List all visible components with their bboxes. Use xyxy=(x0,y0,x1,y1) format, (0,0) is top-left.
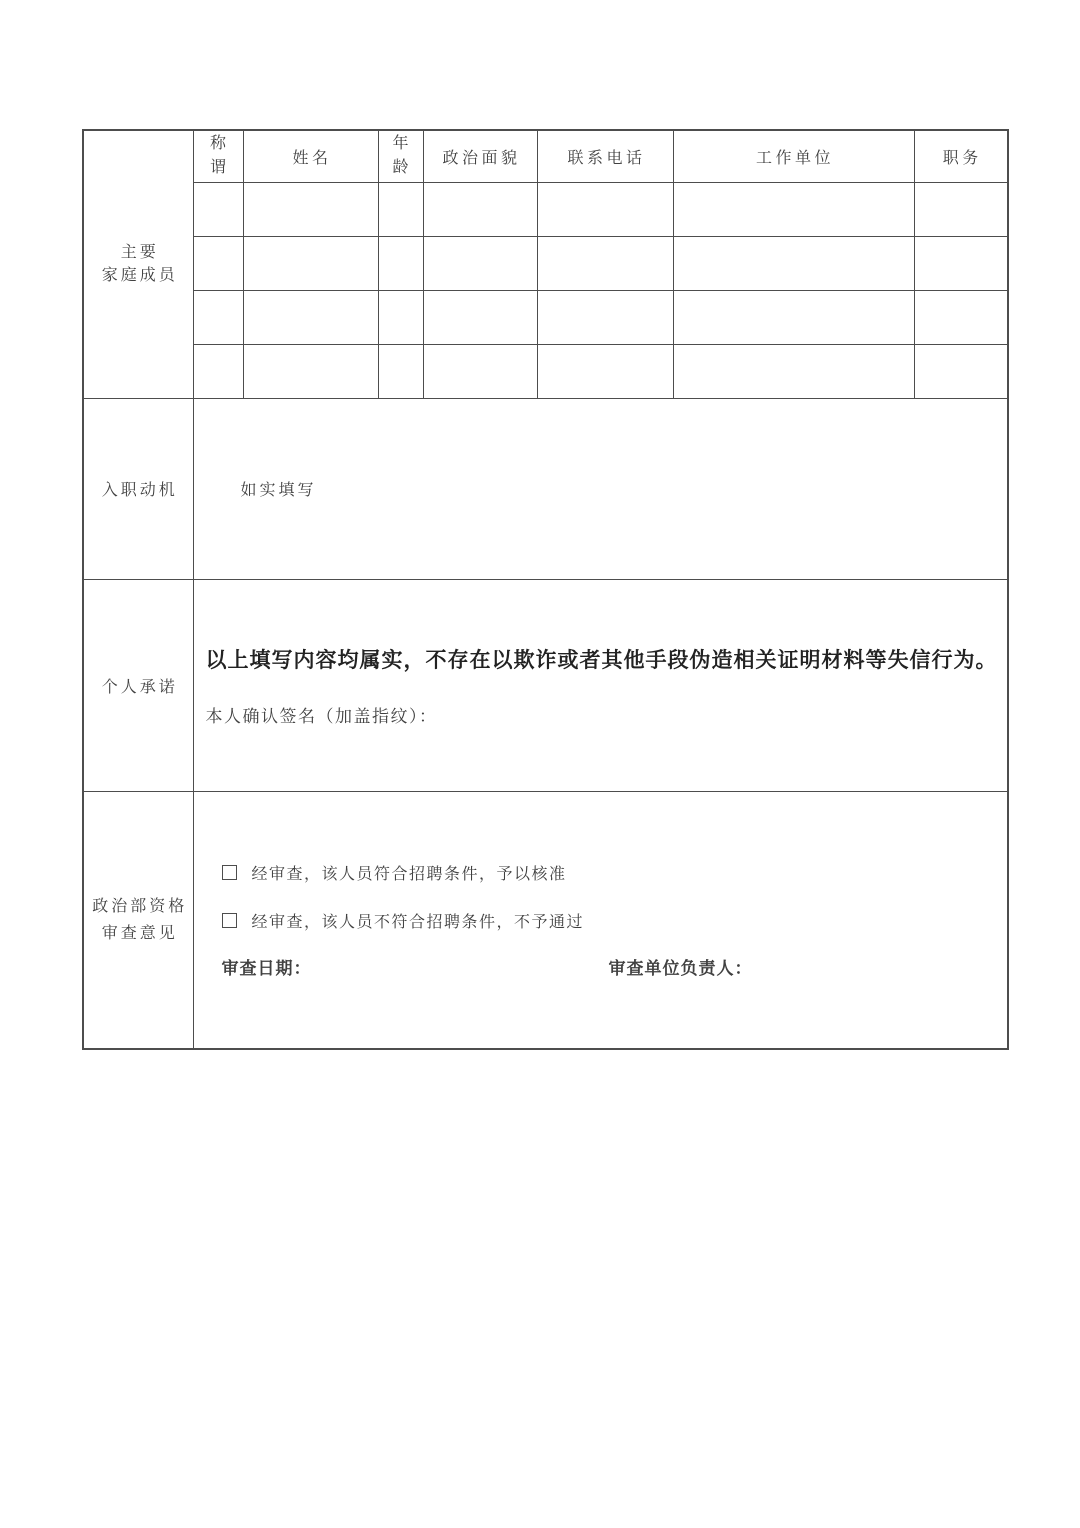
family-member-row xyxy=(83,182,1008,236)
review-section-label xyxy=(83,791,193,1049)
family-cell-employer xyxy=(673,182,914,236)
family-cell-phone xyxy=(537,236,673,290)
commitment-content-cell xyxy=(193,579,1008,791)
family-member-row xyxy=(83,290,1008,344)
commitment-statement: 以上填写内容均属实，不存在以欺诈或者其他手段伪造相关证明材料等失信行为。 xyxy=(205,647,998,672)
family-cell-name xyxy=(243,344,378,398)
col-header-political-status: 政治面貌 xyxy=(423,130,537,182)
qualification-review-form-table xyxy=(82,129,1009,1050)
review-date-label: 审查日期： xyxy=(221,958,312,978)
col-header-position: 职务 xyxy=(914,130,1008,182)
col-header-relation: 称谓 xyxy=(193,130,243,182)
family-cell-phone xyxy=(537,290,673,344)
family-cell-employer xyxy=(673,236,914,290)
family-cell-political-status xyxy=(423,236,537,290)
family-cell-relation xyxy=(193,236,243,290)
commitment-section-label: 个人承诺 xyxy=(83,579,193,791)
family-label-line2: 家庭成员 xyxy=(101,267,178,285)
review-approver-label: 审查单位负责人： xyxy=(608,958,753,978)
family-member-row xyxy=(83,344,1008,398)
family-cell-age xyxy=(378,290,423,344)
family-member-row xyxy=(83,236,1008,290)
family-cell-name xyxy=(243,290,378,344)
family-cell-relation xyxy=(193,344,243,398)
family-header-row xyxy=(83,130,1008,182)
family-cell-political-status xyxy=(423,182,537,236)
family-cell-age xyxy=(378,236,423,290)
family-label-line1: 主要 xyxy=(120,244,159,262)
review-option-reject-label: 经审查，该人员不符合招聘条件，不予通过 xyxy=(251,913,585,931)
family-cell-name xyxy=(243,236,378,290)
review-option-approve-label: 经审查，该人员符合招聘条件，予以核准 xyxy=(251,865,567,883)
motivation-hint-text: 如实填写 xyxy=(240,482,317,499)
col-header-age: 年龄 xyxy=(378,130,423,182)
family-section-label xyxy=(83,130,193,398)
motivation-row xyxy=(83,398,1008,579)
family-cell-political-status xyxy=(423,290,537,344)
family-cell-name xyxy=(243,182,378,236)
review-label-line1: 政治部资格 xyxy=(92,897,188,915)
review-option-approve xyxy=(222,861,1008,884)
family-cell-employer xyxy=(673,290,914,344)
family-cell-phone xyxy=(537,344,673,398)
family-cell-position xyxy=(914,236,1008,290)
review-row xyxy=(83,791,1008,1049)
family-cell-age xyxy=(378,344,423,398)
col-header-phone: 联系电话 xyxy=(537,130,673,182)
col-header-employer: 工作单位 xyxy=(673,130,914,182)
motivation-section-label: 入职动机 xyxy=(83,398,193,579)
col-header-name: 姓名 xyxy=(243,130,378,182)
checkbox-icon[interactable] xyxy=(222,865,237,880)
checkbox-icon[interactable] xyxy=(222,913,237,928)
commitment-row xyxy=(83,579,1008,791)
family-cell-employer xyxy=(673,344,914,398)
signature-label: 本人确认签名（加盖指纹）： xyxy=(205,706,438,726)
family-cell-position xyxy=(914,344,1008,398)
family-cell-political-status xyxy=(423,344,537,398)
motivation-content-cell xyxy=(193,398,1008,579)
family-cell-position xyxy=(914,290,1008,344)
review-content-cell xyxy=(193,791,1008,1049)
family-cell-relation xyxy=(193,290,243,344)
family-cell-age xyxy=(378,182,423,236)
review-option-reject xyxy=(222,909,1008,932)
review-signoff-row xyxy=(222,954,1008,979)
family-cell-position xyxy=(914,182,1008,236)
family-cell-phone xyxy=(537,182,673,236)
review-label-line2: 审查意见 xyxy=(101,924,178,942)
family-cell-relation xyxy=(193,182,243,236)
